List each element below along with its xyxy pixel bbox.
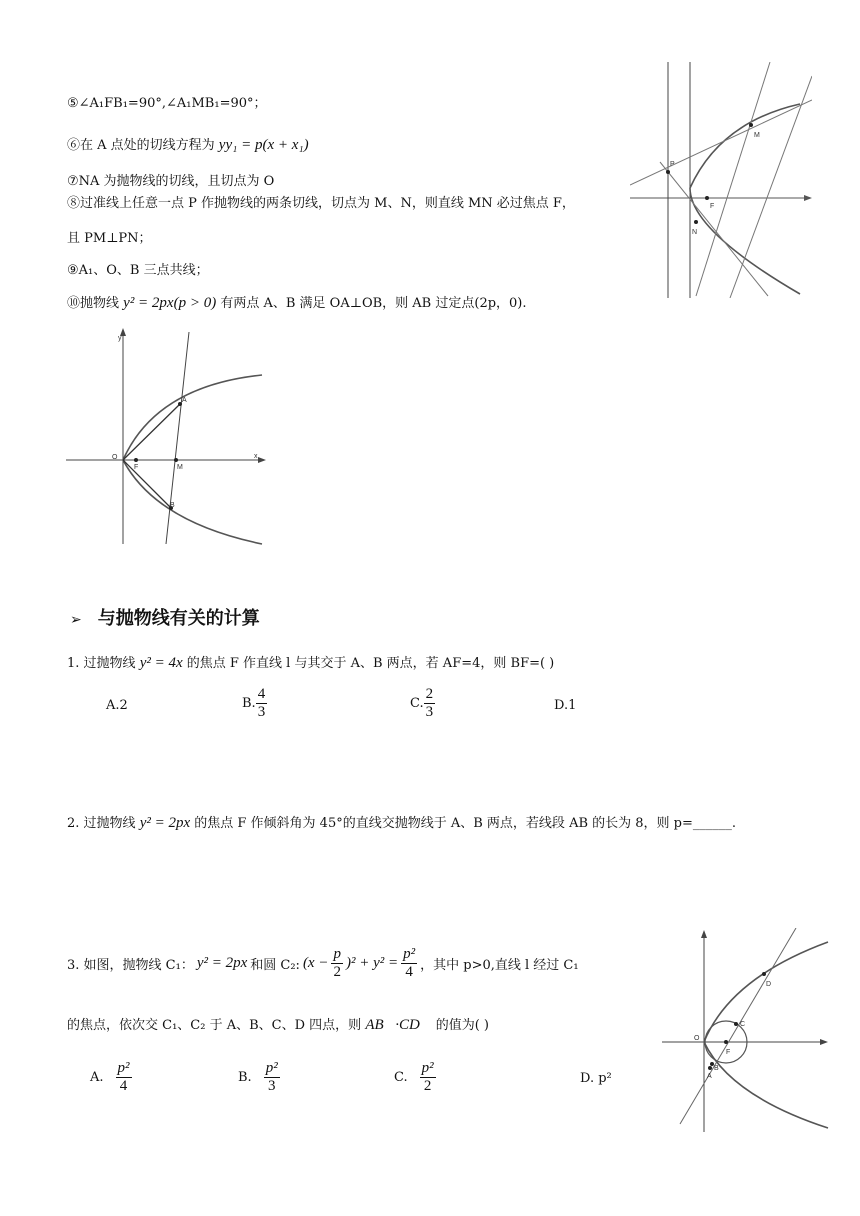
section-title: 与抛物线有关的计算: [97, 608, 260, 629]
point-f: [134, 458, 138, 462]
property-10-pre: ⑩抛物线: [67, 296, 120, 311]
figure-tangent-lines: [630, 62, 812, 298]
line-l: [680, 928, 796, 1124]
property-8-line2: 且 PM⊥PN；: [67, 231, 152, 246]
figure-oa-ob: [66, 326, 266, 546]
q3-option-b: [238, 1060, 280, 1095]
q3-formula2-fraction: [331, 946, 343, 981]
q3-option-a-prefix: A.: [90, 1070, 104, 1085]
property-6: [67, 134, 309, 154]
label-a: A: [182, 397, 187, 404]
x-axis-arrow-icon: [820, 1039, 828, 1045]
q1-option-d: D.1: [554, 698, 577, 713]
point-n: [694, 220, 698, 224]
q2-pre: 2. 过抛物线: [67, 816, 136, 831]
segment-ob: [123, 460, 171, 508]
label-a: A: [707, 1073, 712, 1080]
q3-option-c-prefix: C.: [394, 1070, 408, 1085]
fraction-numerator: 4: [257, 686, 266, 702]
point-f: [724, 1040, 728, 1044]
parabola: [704, 942, 828, 1128]
q3-option-b-prefix: B.: [238, 1070, 252, 1085]
q1-option-b: [242, 686, 267, 721]
point-f: [705, 196, 709, 200]
label-o: O: [112, 454, 118, 461]
property-6-text: ⑥在 A 点处的切线方程为: [67, 138, 215, 153]
question-3-line1: [67, 946, 579, 981]
fraction-numerator: p²: [117, 1060, 130, 1076]
q3-formula2-a: (x −: [302, 955, 329, 971]
q2-formula: y² = 2px: [139, 815, 191, 831]
point-p: [666, 170, 670, 174]
label-f: F: [726, 1049, 731, 1056]
question-2: [67, 812, 736, 832]
label-b: B: [714, 1065, 719, 1072]
q1-option-c: [410, 686, 435, 721]
line-mn: [696, 62, 770, 296]
fraction-denominator: 2: [423, 1078, 432, 1094]
q3-mid: 和圆 C₂:: [250, 958, 300, 973]
label-x: x: [254, 453, 258, 460]
point-a: [708, 1066, 712, 1070]
line-through-m: [730, 76, 812, 298]
q3-formula2-rhs: [401, 946, 417, 981]
q3-line2-formula: AB⃗·CD⃗: [365, 1017, 432, 1033]
fraction-denominator: 4: [405, 964, 413, 980]
x-axis-arrow-icon: [258, 457, 266, 463]
q3-option-c-fraction: [420, 1060, 436, 1095]
point-c: [734, 1022, 738, 1026]
q3-option-a-fraction: [116, 1060, 132, 1095]
fraction-numerator: p²: [421, 1060, 434, 1076]
label-m: M: [754, 132, 760, 139]
label-o: O: [694, 1035, 700, 1042]
label-f: F: [134, 464, 139, 471]
label-p: P: [670, 161, 675, 168]
q3-formula2-b: )² + y² =: [345, 955, 399, 971]
label-m: M: [177, 464, 183, 471]
fraction-numerator: 2: [425, 686, 434, 702]
point-d: [762, 972, 766, 976]
fraction-numerator: p²: [265, 1060, 278, 1076]
question-3-line2: [67, 1014, 489, 1034]
q1-option-b-fraction: [256, 686, 268, 721]
label-c: C: [740, 1021, 746, 1028]
q2-post: 的焦点 F 作倾斜角为 45°的直线交抛物线于 A、B 两点，若线段 AB 的长为 8，则 p=______.: [194, 816, 737, 831]
y-axis-arrow-icon: [701, 930, 707, 938]
q1-pre: 1. 过抛物线: [67, 656, 136, 671]
label-y: y: [118, 335, 122, 342]
segment-oa: [123, 404, 180, 460]
q1-post: 的焦点 F 作直线 l 与其交于 A、B 两点，若 AF=4，则 BF=( ): [186, 656, 555, 671]
fraction-denominator: 3: [267, 1078, 276, 1094]
q1-option-c-prefix: C.: [410, 696, 424, 711]
fraction-denominator: 3: [257, 704, 266, 720]
label-d: D: [766, 981, 772, 988]
q3-post: ，其中 p>0,直线 l 经过 C₁: [420, 958, 579, 973]
property-8-line1: ⑧过准线上任意一点 P 作抛物线的两条切线，切点为 M、N，则直线 MN 必过焦点 F，: [67, 196, 575, 211]
label-n: N: [692, 229, 698, 236]
tangent-pn: [660, 162, 768, 296]
fraction-numerator: p: [333, 946, 341, 962]
label-f: F: [710, 203, 715, 210]
q1-option-c-fraction: [424, 686, 436, 721]
q3-option-a: [90, 1060, 132, 1095]
q3-option-c: [394, 1060, 436, 1095]
q1-formula: y² = 4x: [139, 655, 183, 671]
fraction-denominator: 4: [119, 1078, 128, 1094]
tangent-pm: [630, 100, 812, 185]
point-m: [174, 458, 178, 462]
section-heading: [70, 604, 260, 630]
x-axis-arrow-icon: [804, 195, 812, 201]
property-10: [67, 292, 527, 312]
fraction-denominator: 3: [425, 704, 434, 720]
property-7: ⑦NA 为抛物线的切线，且切点为 O: [67, 174, 275, 189]
q3-formula1: y² = 2px: [196, 955, 248, 971]
property-9: ⑨A₁、O、B 三点共线；: [67, 263, 209, 278]
label-b: B: [170, 502, 175, 509]
q1-option-a: A.2: [106, 698, 128, 713]
fraction-numerator: p²: [403, 946, 416, 962]
q3-option-d: D. p²: [580, 1071, 612, 1086]
question-1: [67, 652, 554, 672]
point-m: [749, 123, 753, 127]
fraction-denominator: 2: [333, 964, 341, 980]
q3-line2-post: 的值为( ): [435, 1018, 489, 1033]
property-6-formula: yy₁ = p(x + x₁): [218, 137, 309, 153]
q3-option-b-fraction: [264, 1060, 280, 1095]
q3-pre: 3. 如图，抛物线 C₁：: [67, 958, 194, 973]
property-10-post: 有两点 A、B 满足 OA⊥OB，则 AB 过定点(2p，0).: [220, 296, 527, 311]
bullet-icon: ➢: [70, 612, 82, 628]
q1-option-b-prefix: B.: [242, 696, 256, 711]
line-ab: [166, 332, 189, 544]
q3-line2-pre: 的焦点，依次交 C₁、C₂ 于 A、B、C、D 四点，则: [67, 1018, 362, 1033]
property-5: ⑤∠A₁FB₁=90°,∠A₁MB₁=90°；: [67, 96, 267, 111]
property-10-formula: y² = 2px(p > 0): [123, 295, 217, 311]
figure-parabola-circle: [660, 928, 830, 1134]
